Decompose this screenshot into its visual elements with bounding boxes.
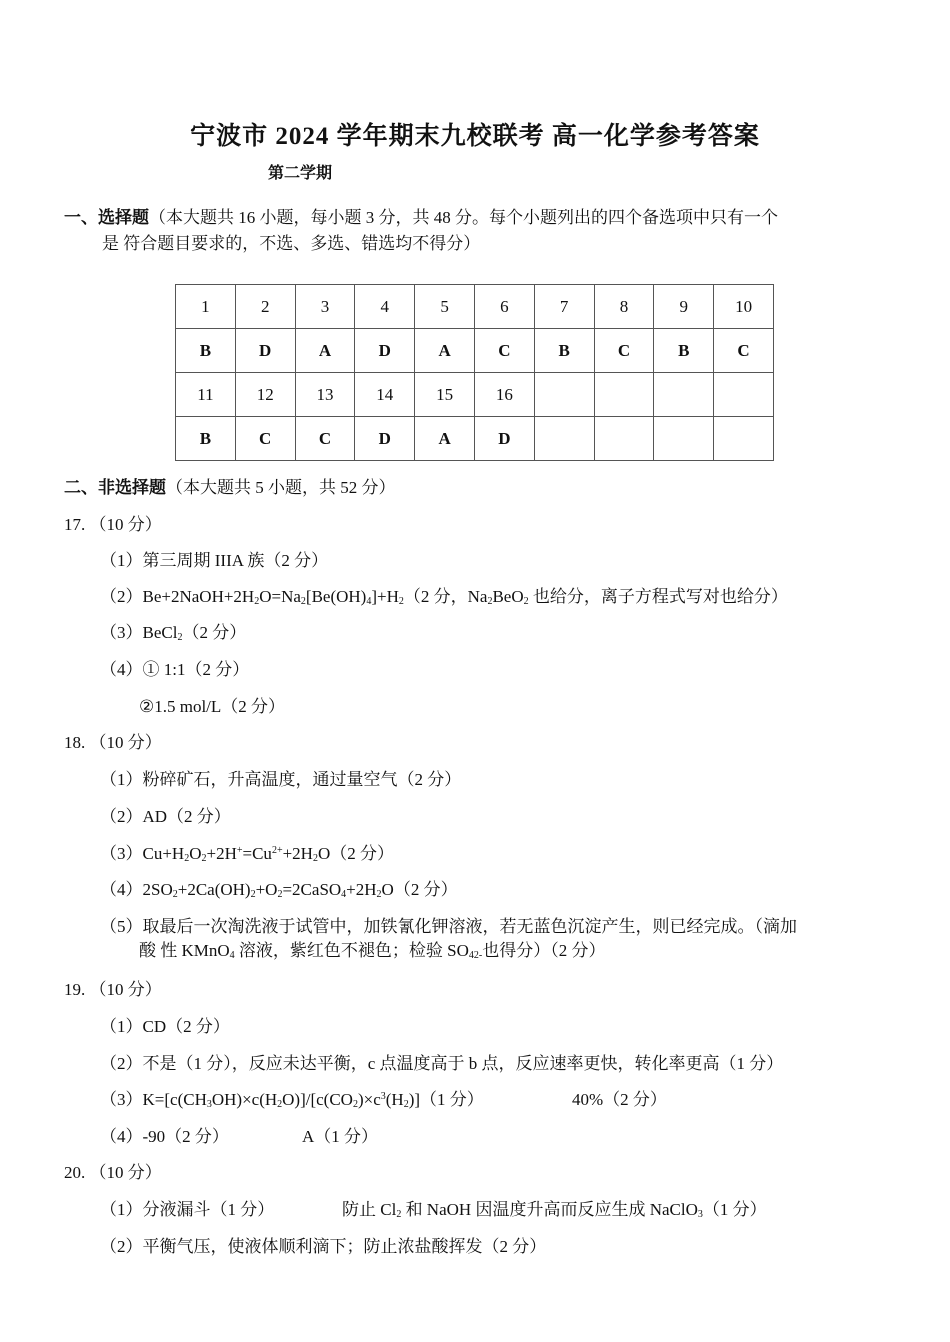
q18-answer-1: （1）粉碎矿石，升高温度，通过量空气（2 分） [100,770,462,789]
table-row-answers-2 [176,417,774,461]
q19-answer-3-extra: 40%（2 分） [572,1090,667,1109]
table-cell [594,373,654,417]
table-cell: 1 [176,285,236,329]
section1-label: 一、选择题 [64,208,149,227]
q18-heading: 18. （10 分） [64,733,162,752]
table-cell: 16 [474,373,534,417]
table-cell: 12 [235,373,295,417]
table-cell: 3 [295,285,355,329]
section1-heading [64,203,778,228]
table-cell: C [235,417,295,461]
table-cell [654,417,714,461]
answer-table [175,284,774,461]
table-cell [714,373,774,417]
table-cell: B [176,329,236,373]
table-row-answers-1 [176,329,774,373]
q19-answer-4: （4）-90（2 分） [100,1127,229,1146]
table-cell: 10 [714,285,774,329]
page-title: 宁波市 2024 学年期末九校联考 高一化学参考答案 [190,123,760,150]
table-cell: A [415,417,475,461]
section2-desc: （本大题共 5 小题，共 52 分） [166,478,396,497]
table-cell: 5 [415,285,475,329]
table-cell [654,373,714,417]
table-cell [534,417,594,461]
table-row-numbers-2 [176,373,774,417]
q19-answer-2: （2）不是（1 分），反应未达平衡，c 点温度高于 b 点，反应速率更快，转化率更高（1 分） [100,1054,784,1073]
q20-answer-2: （2）平衡气压，使液体顺利滴下；防止浓盐酸挥发（2 分） [100,1237,547,1256]
q17-answer-2: $(2)Be+2NaOH+2H_2O=Na_2[Be(OH)_4]+H_2(2$ 分，$Na_2BeO_2$ 也给分，离子方程式写对也给分） [100,587,788,607]
table-cell: D [235,329,295,373]
table-cell: 8 [594,285,654,329]
q18-answer-5-line1: （5）取最后一次淘洗液于试管中，加铁氰化钾溶液，若无蓝色沉淀产生，则已经完成。（滴加 [100,917,797,936]
table-cell: B [534,329,594,373]
table-cell: 4 [355,285,415,329]
table-cell: B [176,417,236,461]
table-cell: C [594,329,654,373]
q17-answer-3: （3）BeCl$_2$（2 分） [100,623,247,643]
q18-answer-3: $(3)Cu+H_2O_2+2H^+=Cu^{2+}+2H_2O(2$ 分） [100,844,394,864]
table-cell: C [714,329,774,373]
q18-answer-2: （2）AD（2 分） [100,807,231,826]
q19-answer-3: $(3)K=[c(CH_3OH)\times c(H_2O)]/[c(CO_2)\times c^3(H_2)](1$ 分） [100,1090,484,1110]
q17-heading: 17. （10 分） [64,515,162,534]
q19-answer-4-extra: A（1 分） [302,1127,379,1146]
section2-heading [64,473,396,498]
section1-desc-line2: 是 符合题目要求的，不选、多选、错选均不得分） [102,234,481,253]
page-subtitle: 第二学期 [268,165,333,182]
q20-heading: 20. （10 分） [64,1163,162,1182]
table-cell: 11 [176,373,236,417]
table-cell: A [295,329,355,373]
table-cell: A [415,329,475,373]
q20-answer-1-extra: 防止 $Cl_2$ 和 NaOH 因温度升高而反应生成 NaClO$_3$（1 分） [342,1200,767,1220]
q17-answer-4: （4）① 1:1（2 分） [100,660,250,679]
table-cell: D [355,329,415,373]
section2-label: 二、非选择题 [64,478,166,497]
table-cell: 7 [534,285,594,329]
table-cell: B [654,329,714,373]
table-cell: C [295,417,355,461]
table-cell: 6 [474,285,534,329]
q19-heading: 19. （10 分） [64,980,162,999]
q18-answer-4: $(4)2SO_2+2Ca(OH)_2+O_2=2CaSO_4+2H_2O(2$ 分） [100,880,458,900]
table-cell: 14 [355,373,415,417]
table-cell [714,417,774,461]
table-cell: 2 [235,285,295,329]
section1-desc-line1: （本大题共 16 小题，每小题 3 分，共 48 分。每个小题列出的四个备选项中只有一个 [149,208,778,227]
table-cell: D [474,417,534,461]
table-cell: 15 [415,373,475,417]
q17-answer-4b: ②1.5 mol/L（2 分） [139,697,286,716]
table-row-numbers-1 [176,285,774,329]
table-cell [594,417,654,461]
table-cell: D [355,417,415,461]
table-cell: 9 [654,285,714,329]
table-cell [534,373,594,417]
q19-answer-1: （1）CD（2 分） [100,1017,230,1036]
table-cell: C [474,329,534,373]
q20-answer-1: （1）分液漏斗（1 分） [100,1200,275,1219]
q18-answer-5-line2: 酸 性 KMnO$_4$ 溶液，紫红色不褪色；检验 $SO_{42-}$也得分）（2 分） [139,941,606,961]
q17-answer-1: （1）第三周期 IIIA 族（2 分） [100,551,329,570]
table-cell: 13 [295,373,355,417]
